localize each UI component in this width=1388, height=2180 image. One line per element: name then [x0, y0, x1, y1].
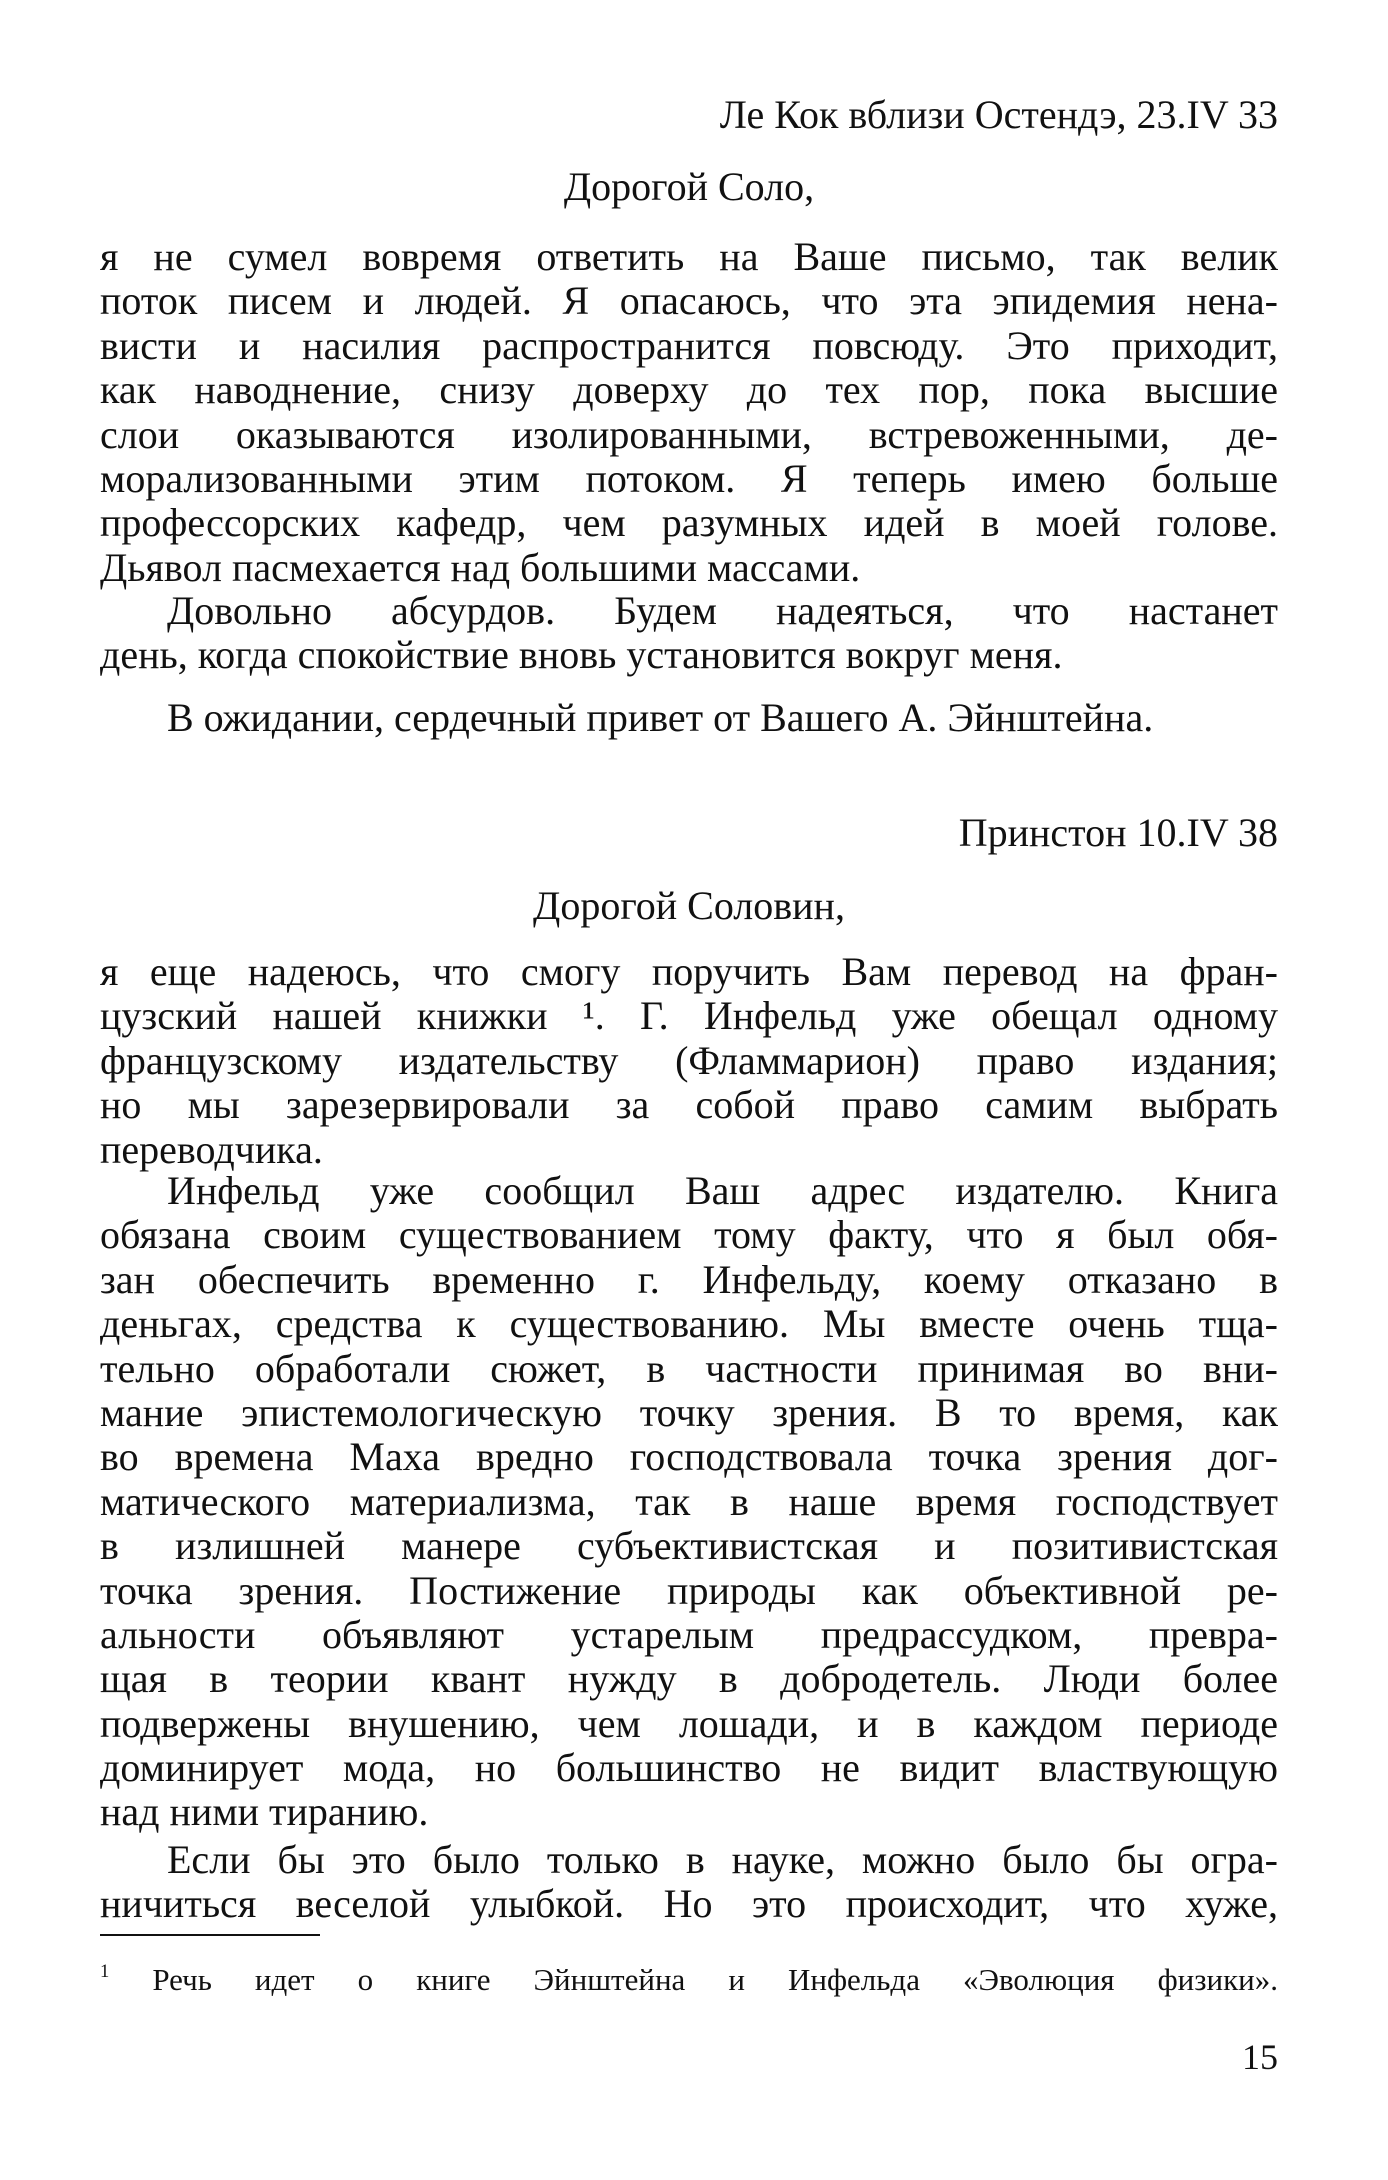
text-line: слои оказываются изолированными, встревоженными, де- [100, 411, 1278, 457]
text-line: переводчика. [100, 1126, 323, 1172]
text-line: день, когда спокойствие вновь установится вокруг меня. [100, 632, 1063, 678]
text-line: над ними тиранию. [100, 1789, 429, 1835]
text-line: но мы зарезервировали за собой право самим выбрать [100, 1082, 1278, 1128]
text-line: в излишней манере субъективистская и позитивистская [100, 1523, 1278, 1569]
text-line: тельно обработали сюжет, в частности принимая во вни- [100, 1345, 1278, 1391]
text-line: морализованными этим потоком. Я теперь имею больше [100, 455, 1278, 501]
text-line: щая в теории квант нужду в добродетель. Люди более [100, 1656, 1278, 1702]
letter2-paragraph-3 [100, 1838, 1278, 1927]
text-line: матического материализма, так в наше время господствует [100, 1478, 1278, 1524]
text-line: как наводнение, снизу доверху до тех пор, пока высшие [100, 367, 1278, 413]
letter2-place-date: Принстон 10.IV 38 [958, 810, 1278, 855]
text-line: Дьявол пасмехается над большими массами. [100, 544, 861, 590]
letter1-place-date: Ле Кок вблизи Остендэ, 23.IV 33 [719, 92, 1278, 137]
text-line: зан обеспечить временно г. Инфельду, коему отказано в [100, 1256, 1278, 1302]
footnote-text: Речь идет о книге Эйнштейна и Инфельда «Эволюция физики». [152, 1962, 1279, 1997]
text-line: поток писем и людей. Я опасаюсь, что эта эпидемия нена- [100, 278, 1278, 324]
letter1-closing [100, 696, 1278, 740]
letter1-paragraph-2 [100, 589, 1278, 678]
text-line: Если бы это было только в науке, можно было бы огра- [167, 1837, 1278, 1882]
footnote-marker: 1 [100, 1960, 110, 1982]
footnote [100, 1960, 1278, 2000]
text-line: цузский нашей книжки ¹. Г. Инфельд уже обещал одному [100, 993, 1278, 1039]
letter2-greeting: Дорогой Соловин, [533, 883, 845, 928]
text-line: профессорских кафедр, чем разумных идей в моей голове. [100, 500, 1278, 546]
text-line: я еще надеюсь, что смогу поручить Вам перевод на фран- [100, 949, 1278, 994]
letter2-paragraph-2 [100, 1169, 1278, 1835]
text-line: ничиться веселой улыбкой. Но это происходит, что хуже, [100, 1881, 1278, 1927]
text-line: французскому издательству (Фламмарион) право издания; [100, 1037, 1278, 1083]
letter2-paragraph-1 [100, 950, 1278, 1172]
letter1-greeting: Дорогой Соло, [563, 164, 815, 209]
text-line: Инфельд уже сообщил Ваш адрес издателю. Книга [167, 1168, 1278, 1213]
page-number: 15 [1242, 2037, 1278, 2077]
text-line: деньгах, средства к существованию. Мы вместе очень тща- [100, 1301, 1278, 1347]
text-line: точка зрения. Постижение природы как объективной ре- [100, 1567, 1278, 1613]
text-line: обязана своим существованием тому факту, что я был обя- [100, 1212, 1278, 1258]
footnote-divider [100, 1934, 320, 1936]
text-line: подвержены внушению, чем лошади, и в каждом периоде [100, 1700, 1278, 1746]
text-line: мание эпистемологическую точку зрения. В то время, как [100, 1389, 1278, 1435]
text-line: Довольно абсурдов. Будем надеяться, что настанет [167, 588, 1278, 633]
letter1-paragraph-1 [100, 235, 1278, 590]
text-line: В ожидании, сердечный привет от Вашего А. Эйнштейна. [167, 695, 1154, 740]
text-line: альности объявляют устарелым предрассудком, превра- [100, 1611, 1278, 1657]
text-line: я не сумел вовремя ответить на Ваше письмо, так велик [100, 234, 1278, 279]
text-line: доминирует мода, но большинство не видит властвующую [100, 1745, 1278, 1791]
text-line: висти и насилия распространится повсюду. Это приходит, [100, 322, 1278, 368]
text-line: во времена Маха вредно господствовала точка зрения дог- [100, 1434, 1278, 1480]
